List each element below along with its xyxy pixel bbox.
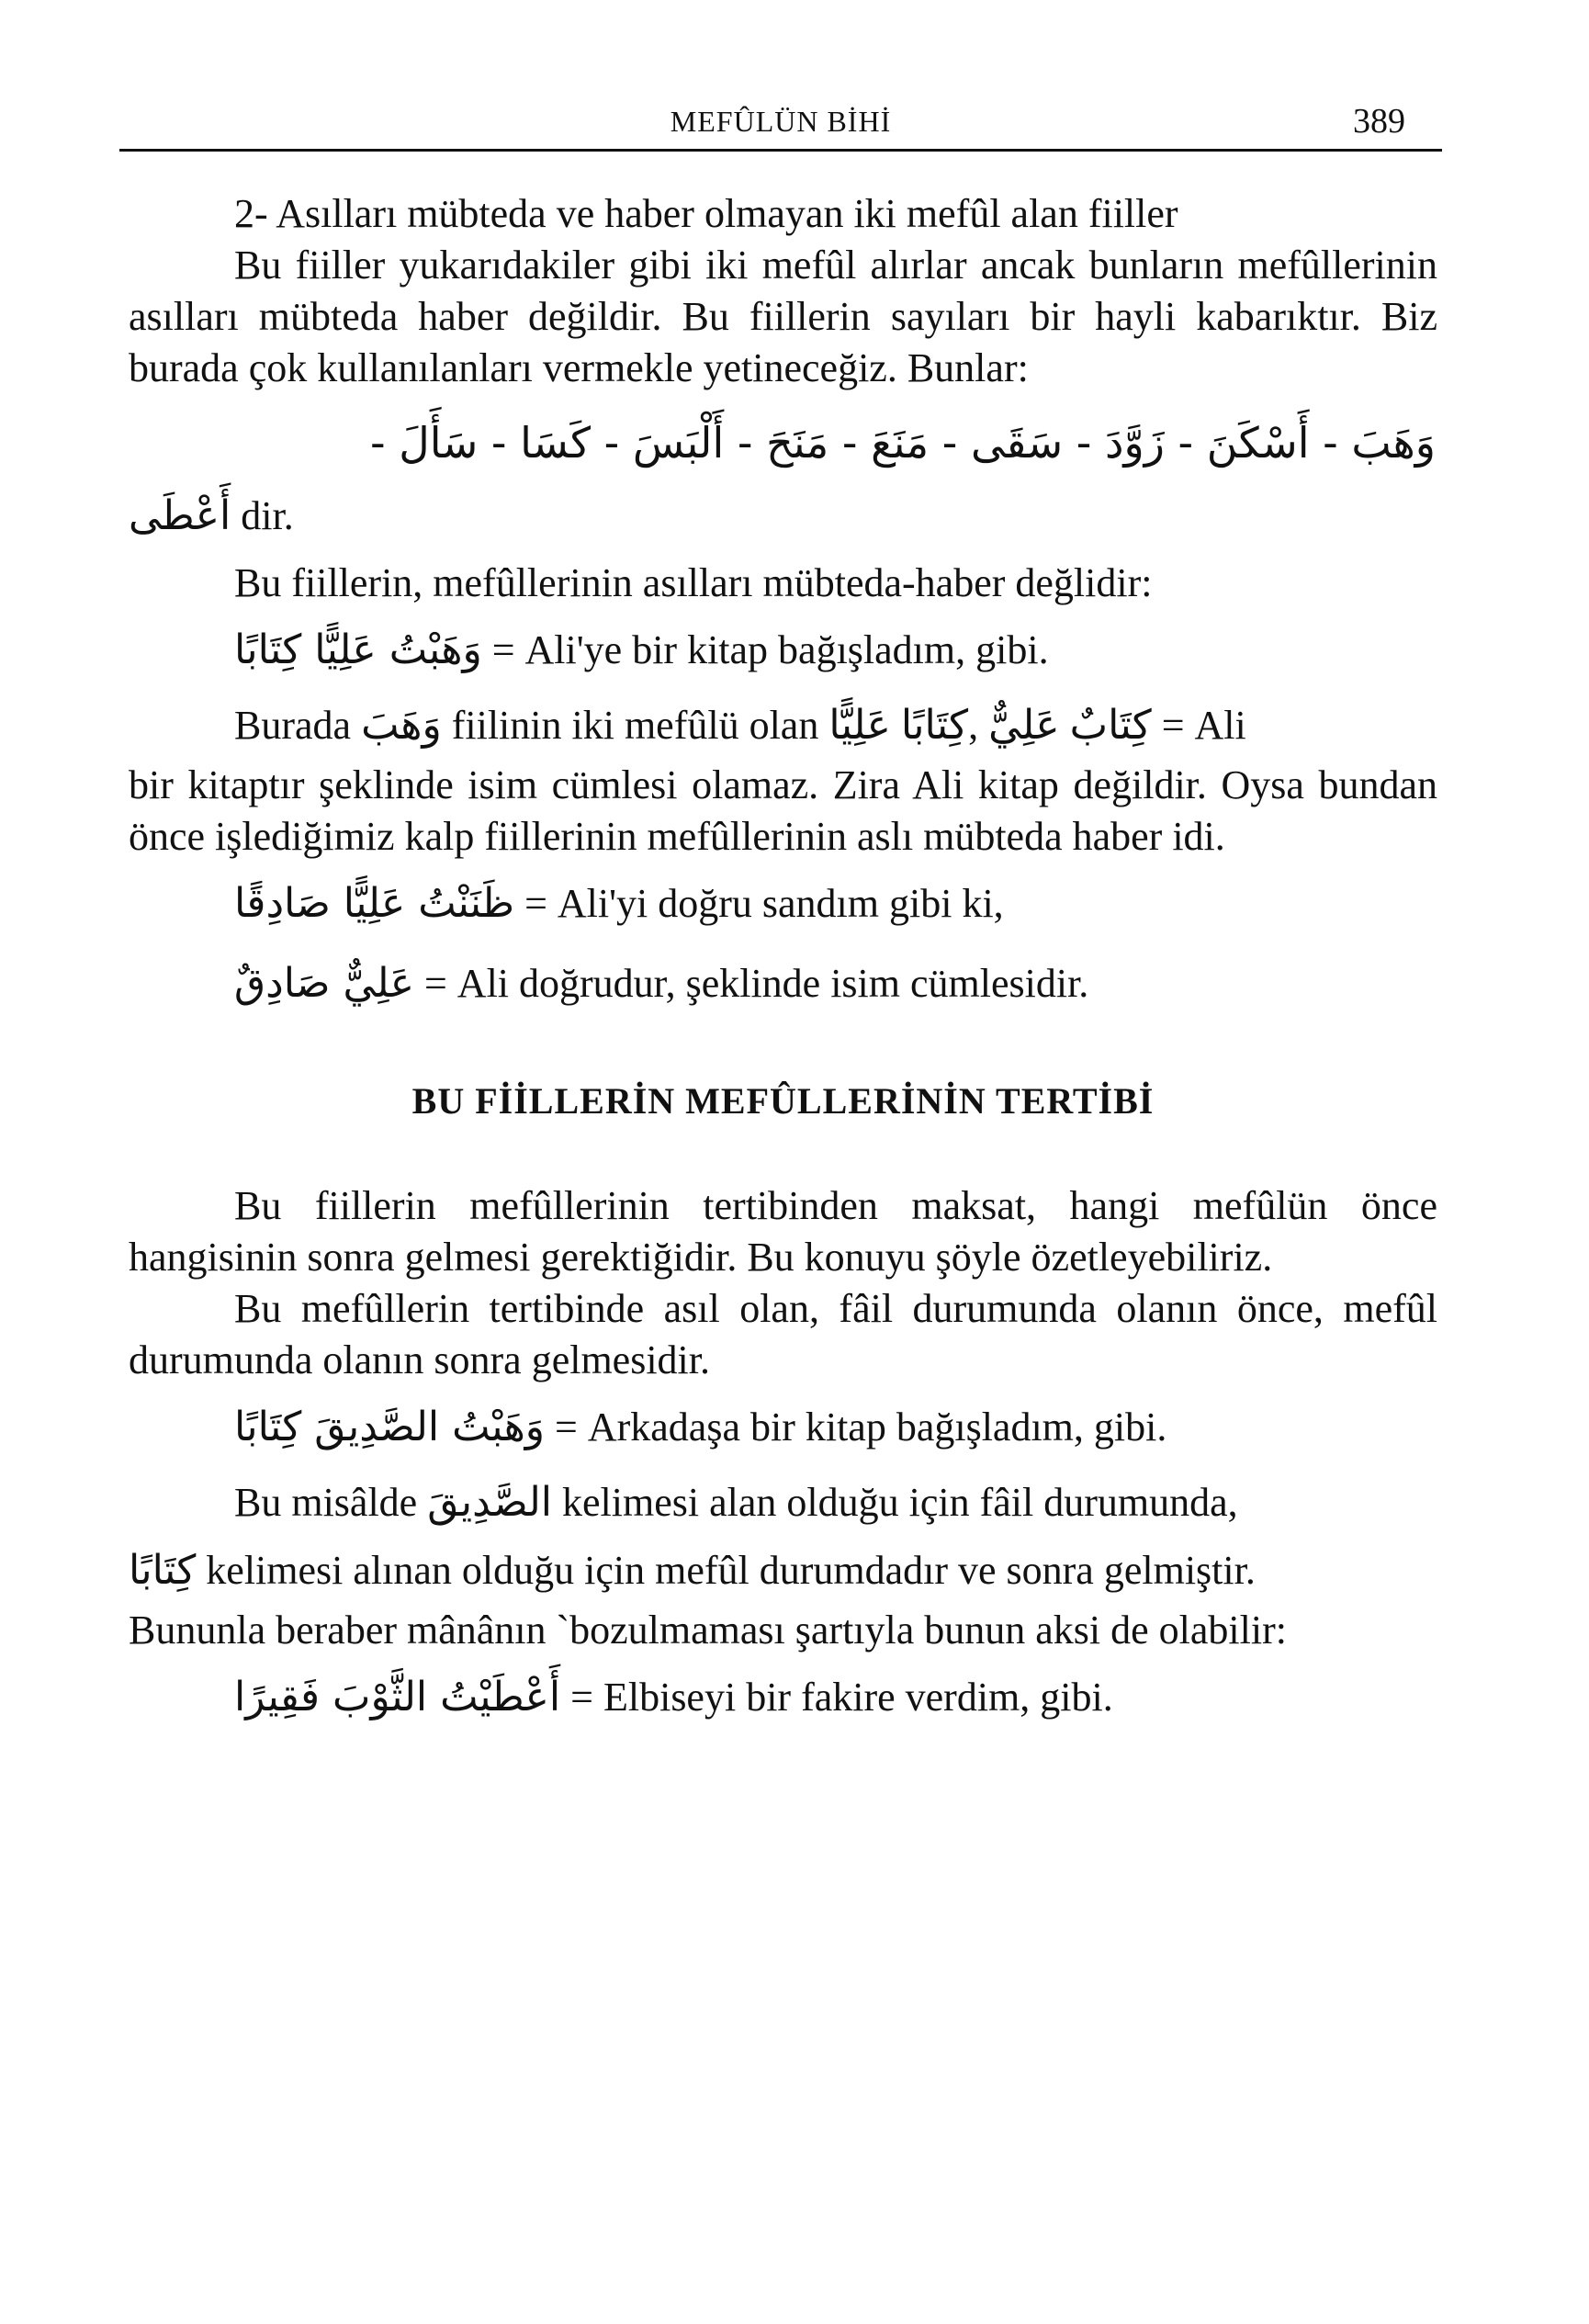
running-title: MEFÛLÜN BİHİ: [670, 105, 892, 138]
arabic-example: عَلِيٌّ صَادِقٌ: [234, 960, 414, 1007]
verb-separator: -: [1309, 418, 1352, 468]
verb-separator: -: [929, 418, 971, 468]
example-line: [129, 1386, 1437, 1469]
paragraph: Bu fiillerin, mefûllerinin asılları mübteda-haber değlidir:: [234, 560, 1153, 605]
arabic-example: أَعْطَيْتُ الثَّوْبَ فَقِيرًا: [234, 1674, 561, 1720]
arabic-verb: زَوَّدَ: [1105, 418, 1165, 468]
paragraph-with-arabic: [129, 692, 1437, 760]
text-run: fiilinin iki mefûlü olan: [451, 703, 819, 748]
text-run: Burada: [234, 703, 352, 748]
verb-separator: -: [828, 418, 872, 468]
page-header: [119, 92, 1442, 152]
arabic-word: الصَّدِيقَ: [427, 1479, 553, 1526]
text-run: kelimesi alınan olduğu için mefûl durumdadır ve sonra gelmiştir.: [206, 1548, 1256, 1593]
page-number: 389: [1353, 102, 1405, 141]
example-line: [129, 945, 1437, 1022]
paragraph: Bu fiiller yukarıdakiler gibi iki mefûl alırlar ancak bunların mefûllerinin asılları mübteda haber değildir. Bu fiillerin sayıları bir hayli kabarıktır. Biz burada çok kullanılanları vermekle yetineceğiz. Bunlar:: [129, 243, 1437, 390]
page-body: [129, 188, 1437, 1739]
section-title: BU FİİLLERİN MEFÛLLERİNİN TERTİBİ: [411, 1080, 1155, 1122]
verb-separator: -: [478, 418, 521, 468]
arabic-example: ظَنَنْتُ عَلِيًّا صَادِقًا: [234, 880, 515, 927]
verb-separator: -: [370, 418, 400, 468]
arabic-verb: وَهَبَ: [1351, 418, 1436, 468]
example-translation: = Arkadaşa bir kitap bağışladım, gibi.: [555, 1405, 1167, 1450]
paragraph: Bu mefûllerin tertibinde asıl olan, fâil durumunda olanın önce, mefûl durumunda olanın sonra gelmesidir.: [129, 1286, 1437, 1382]
arabic-example: وَهَبْتُ الصَّدِيقَ كِتَابًا: [234, 1404, 546, 1450]
paragraph-with-arabic: [129, 1469, 1437, 1537]
arabic-example: وَهَبْتُ عَلِيًّا كِتَابًا: [234, 626, 482, 673]
example-line: [129, 1656, 1437, 1739]
arabic-verb: سَقَى: [971, 418, 1064, 468]
arabic-word: كِتَابًا: [129, 1547, 197, 1594]
suffix-text: dir.: [241, 493, 294, 538]
arabic-word: وَهَبَ: [361, 702, 442, 749]
punctuation: ,: [968, 703, 979, 748]
text-run: kelimesi alan olduğu için fâil durumunda,: [562, 1480, 1238, 1525]
arabic-verb: كَسَا: [520, 418, 592, 468]
arabic-word: كِتَابٌ: [1069, 702, 1152, 749]
verb-list-end: [129, 482, 1437, 550]
verb-separator: -: [1164, 418, 1207, 468]
example-translation: = Ali'yi doğru sandım gibi ki,: [524, 881, 1004, 926]
arabic-word: عَلِيٌّ: [988, 702, 1060, 749]
arabic-verb: أَلْبَسَ: [632, 418, 725, 468]
arabic-word: كِتَابًا: [900, 702, 969, 749]
arabic-verb: سَأَلَ: [399, 418, 479, 468]
paragraph: bir kitaptır şeklinde isim cümlesi olamaz. Zira Ali kitap değildir. Oysa bundan önce işlediğimiz kalp fiillerinin mefûllerinin aslı mübteda haber idi.: [129, 762, 1437, 859]
paragraph-with-arabic: [129, 1537, 1437, 1605]
verb-separator: -: [1063, 418, 1105, 468]
paragraph: Bu fiillerin mefûllerinin tertibinden maksat, hangi mefûlün önce hangisinin sonra gelmesi gerektiğidir. Bu konuyu şöyle özetleyebiliriz.: [129, 1183, 1437, 1280]
example-line: [129, 609, 1437, 692]
text-run: Bu misâlde: [234, 1480, 418, 1525]
arabic-verb-list: [129, 403, 1437, 482]
arabic-verb: مَنَعَ: [871, 418, 930, 468]
arabic-word: أَعْطَى: [129, 492, 231, 539]
example-translation: = Elbiseyi bir fakire verdim, gibi.: [570, 1675, 1113, 1720]
arabic-verb: مَنَحَ: [766, 418, 829, 468]
example-line: [129, 863, 1437, 945]
section-heading-numbered: 2- Asılları mübteda ve haber olmayan iki mefûl alan fiiller: [234, 191, 1178, 236]
paragraph: Bununla beraber mânânın `bozulmaması şartıyla bunun aksi de olabilir:: [129, 1608, 1287, 1653]
example-translation: = Ali'ye bir kitap bağışladım, gibi.: [491, 627, 1049, 672]
example-translation: = Ali doğrudur, şeklinde isim cümlesidir.: [423, 961, 1089, 1006]
verb-separator: -: [724, 418, 767, 468]
arabic-verb: أَسْكَنَ: [1206, 418, 1310, 468]
verb-separator: -: [591, 418, 633, 468]
arabic-word: عَلِيًّا: [828, 702, 891, 749]
text-run: = Ali: [1161, 703, 1246, 748]
